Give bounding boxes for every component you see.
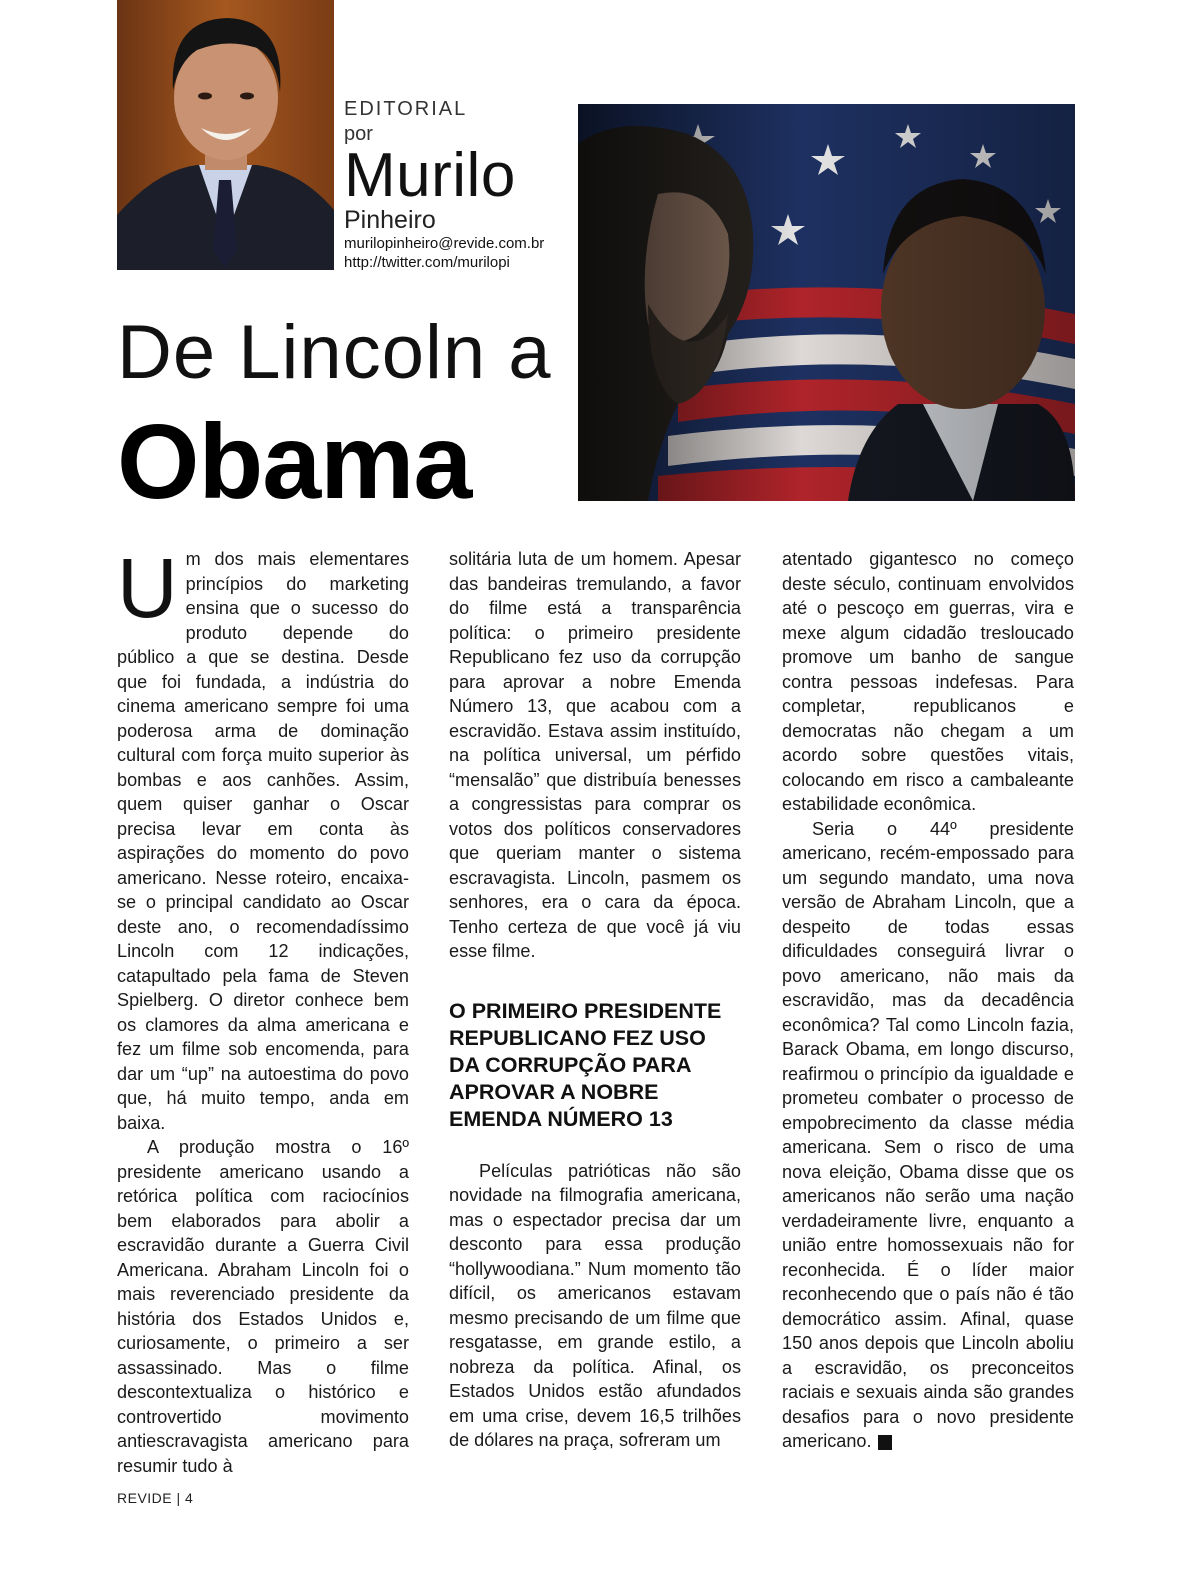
paragraph-text: Seria o 44º presidente americano, recém-empossado para um segundo mandato, uma nova versão de Abraham Lincoln, que a despeito de todas essas dificuldades conseguirá livrar o povo americano, não mais da escravidão, mas da decadência econômica? Tal como Lincoln fazia, Barack Obama, em longo discurso, reafirmou o princípio da igualdade e prometeu combater o processo de empobrecimento da classe média americana. Sem o risco de uma nova eleição, Obama disse que os americanos não serão uma nação verdadeiramente livre, enquanto a união entre homossexuais não for reconhecida. É o líder maior reconhecendo que o país não é tão democrático assim. Afinal, quase 150 anos depois que Lincoln aboliu a escravidão, os preconceitos raciais e sexuais ainda são grandes desafios para o novo presidente americano. [782, 818, 1074, 1451]
pull-quote: O PRIMEIRO PRESIDENTE REPUBLICANO FEZ USO DA CORRUPÇÃO PARA APROVAR A NOBRE EMENDA NÚMERO 13 [449, 998, 722, 1131]
article-paragraph: A produção mostra o 16º presidente americano usando a retórica política com raciocínios bem elaborados para abolir a escravidão durante a Guerra Civil Americana. Abraham Lincoln foi o mais reverenciado presidente da história dos Estados Unidos e, curiosamente, o primeiro a ser assassinado. Mas o filme descontextualiza o histórico e controvertido movimento antiescravagista americano para resumir tudo à [117, 1137, 409, 1476]
article-paragraph: Películas patrióticas não são novidade na filmografia americana, mas o espectador precisa dar um desconto para essa produção “hollywoodiana.” Num momento tão difícil, os americanos estavam mesmo precisando de um filme que resgatasse, em grande estilo, a nobreza da política. Afinal, os Estados Unidos estão afundados em uma crise, devem 16,5 trilhões de dólares na praça, sofreram um [449, 1160, 741, 1450]
article-column-2 [449, 547, 741, 1453]
headline-line2: Obama [117, 403, 472, 521]
article-paragraph: atentado gigantesco no começo deste século, continuam envolvidos até o pescoço em guerras, vira e mexe algum cidadão tresloucado promove um banho de sangue contra pessoas indefesas. Para completar, republicanos e democratas não chegam a um acordo sobre questões vitais, colocando em risco a cambaleante estabilidade econômica. [782, 549, 1074, 814]
article-paragraph [782, 817, 1074, 1454]
by-label: por [344, 123, 373, 145]
section-label: EDITORIAL [344, 98, 468, 120]
author-last-name: Pinheiro [344, 206, 436, 234]
headline-line1: De Lincoln a [117, 310, 552, 395]
article-paragraph [117, 541, 409, 1135]
author-first-name: Murilo [344, 141, 516, 210]
author-twitter[interactable]: http://twitter.com/murilopi [344, 254, 510, 271]
drop-cap: U [117, 541, 178, 635]
article-paragraph: solitária luta de um homem. Apesar das bandeiras tremulando, a favor do filme está a transparência política: o primeiro presidente Republicano fez uso da corrupção para aprovar a nobre Emenda Número 13, que acabou com a escravidão. Estava assim instituído, na política universal, um pérfido “mensalão” que distribuía benesses a congressistas para comprar os votos dos políticos conservadores que queriam manter o sistema escravagista. Lincoln, pasmem os senhores, era o cara da época. Tenho certeza de que você já viu esse filme. [449, 549, 741, 961]
article-column-3 [782, 547, 1074, 1454]
paragraph-text: m dos mais elementares princípios do marketing ensina que o sucesso do produto depende do público a que se destina. Desde que foi fundada, a indústria do cinema americano sempre foi uma poderosa arma de dominação cultural com força muito superior às bombas e aos canhões. Assim, quem quiser ganhar o Oscar precisa levar em conta às aspirações do momento do povo americano. Nesse roteiro, encaixa-se o principal candidato ao Oscar deste ano, o recomendadíssimo Lincoln com 12 indicações, catapultado pela fama de Steven Spielberg. O diretor conhece bem os clamores da alma americana e fez um filme sob encomenda, para dar um “up” na autoestima do povo que, há muito tempo, anda em baixa. [117, 549, 409, 1133]
page-footer: REVIDE | 4 [117, 1490, 194, 1506]
hero-photo [578, 104, 1075, 501]
author-email[interactable]: murilopinheiro@revide.com.br [344, 235, 545, 252]
article-column-1 [117, 541, 409, 1478]
author-byline [344, 96, 574, 272]
author-photo [117, 0, 334, 270]
end-mark-icon: r [878, 1435, 892, 1450]
